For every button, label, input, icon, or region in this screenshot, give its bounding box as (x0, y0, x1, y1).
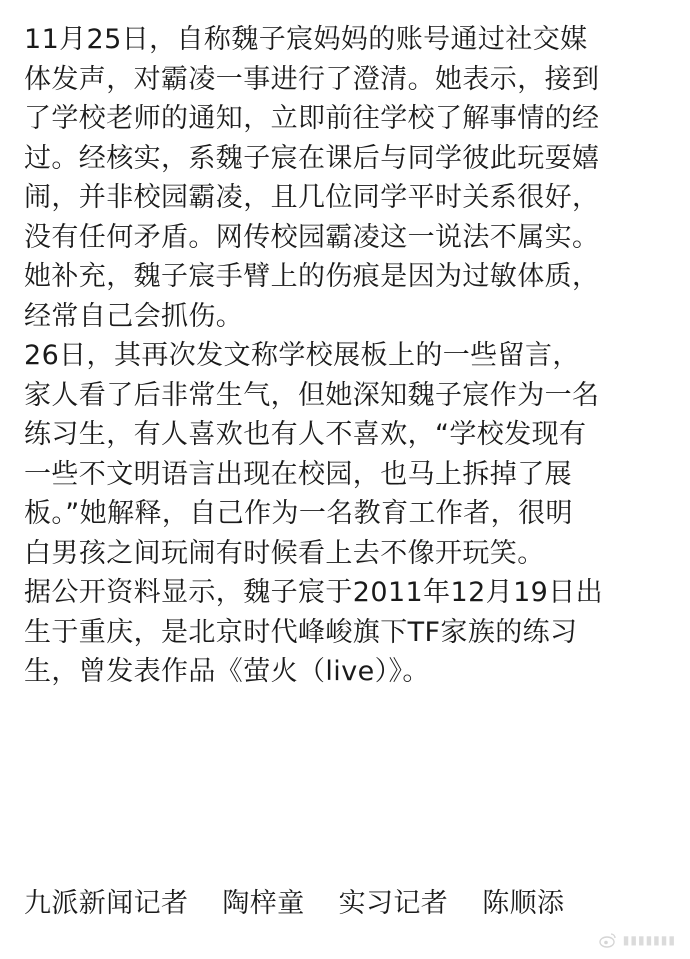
text-line: 练习生，有人喜欢也有人不喜欢，“学校发现有 (24, 419, 587, 450)
text-line: 体发声，对霸凌一事进行了澄清。她表示，接到 (24, 63, 600, 95)
byline (24, 884, 564, 924)
text-line: 没有任何矛盾。网传校园霸凌这一说法不属实。 (24, 221, 600, 253)
text-line: 闹，并非校园霸凌，且几位同学平时关系很好， (24, 182, 600, 213)
text-line: 生于重庆，是北京时代峰峻旗下TF家族的练习 (24, 616, 578, 648)
text-line: 一些不文明语言出现在校园，也马上拆掉了展 (24, 458, 572, 490)
byline-reporter: 陶梓童 (222, 888, 305, 919)
article-body (24, 20, 670, 692)
text-line: 据公开资料显示，魏子宸于2011年12月19日出 (24, 577, 604, 608)
text-line: 26日，其再次发文称学校展板上的一些留言， (24, 340, 580, 371)
byline-outlet: 九派新闻记者 (24, 888, 189, 919)
text-line: 过。经核实，系魏子宸在课后与同学彼此玩耍嬉 (24, 142, 600, 174)
paragraph-3 (24, 573, 670, 692)
paragraph-1 (24, 20, 670, 336)
byline-intern-title: 实习记者 (338, 888, 449, 919)
byline-intern-name: 陈顺添 (482, 888, 565, 919)
watermark-text: ▮▮▮▮▮▮▮ (622, 933, 676, 947)
text-line: 11月25日，自称魏子宸妈妈的账号通过社交媒 (24, 24, 588, 55)
text-line: 了学校老师的通知，立即前往学校了解事情的经 (24, 103, 600, 134)
text-line: 白男孩之间玩闹有时候看上去不像开玩笑。 (24, 537, 545, 569)
watermark (599, 931, 676, 949)
weibo-logo-icon (599, 931, 617, 949)
text-line: 板。”她解释，自己作为一名教育工作者，很明 (24, 498, 573, 529)
text-line: 经常自己会抓伤。 (24, 300, 244, 332)
text-line: 生，曾发表作品《萤火（live）》。 (24, 656, 430, 687)
text-line: 家人看了后非常生气，但她深知魏子宸作为一名 (24, 379, 600, 411)
paragraph-2 (24, 336, 670, 573)
text-line: 她补充，魏子宸手臂上的伤痕是因为过敏体质， (24, 261, 600, 292)
